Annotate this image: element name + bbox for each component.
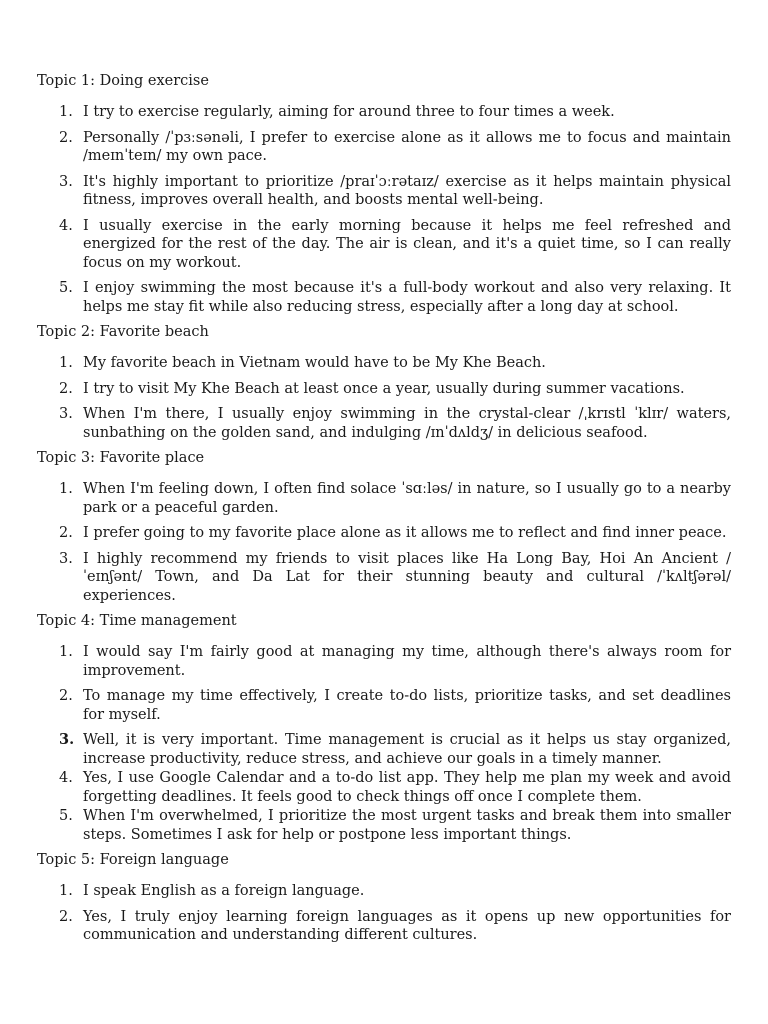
item-text: When I'm overwhelmed, I prioritize the most urgent tasks and break them into smaller steps. Sometimes I ask for help or postpone less important things.	[83, 808, 731, 843]
item-number: 2.	[59, 688, 73, 704]
answer-list	[37, 354, 731, 442]
topic-heading: Topic 5: Foreign language	[37, 852, 229, 868]
item-text: When I'm feeling down, I often find solace ˈsɑːləs/ in nature, so I usually go to a nearby park or a peaceful garden.	[83, 481, 731, 516]
list-item	[37, 173, 731, 210]
list-item	[37, 103, 731, 122]
item-number: 2.	[59, 380, 73, 397]
item-text: When I'm there, I usually enjoy swimming in the crystal-clear /ˌkrɪstl ˈklɪr/ waters, sunbathing on the golden sand, and indulging /ɪnˈdʌldʒ/ in delicious seafood.	[83, 406, 731, 441]
item-text: Yes, I use Google Calendar and a to-do list app. They help me plan my week and avoid forgetting deadlines. It feels good to check things off once I complete them.	[83, 770, 731, 805]
list-item	[37, 279, 731, 316]
item-number: 1.	[59, 644, 73, 660]
item-number: 1.	[59, 104, 73, 120]
item-text: Personally /ˈpɜːsənəli, I prefer to exercise alone as it allows me to focus and maintain /meɪnˈteɪn/ my own pace.	[83, 129, 731, 164]
item-number: 1.	[59, 481, 73, 497]
item-text: Well, it is very important. Time management is crucial as it helps us stay organized, increase productivity, reduce stress, and achieve our goals in a timely manner.	[83, 732, 731, 767]
item-number: 2.	[59, 525, 73, 541]
topic-section-3	[37, 449, 731, 605]
list-item	[37, 769, 731, 806]
topic-section-5	[37, 851, 731, 945]
item-text: I would say I'm fairly good at managing my time, although there's always room for improvement.	[83, 644, 731, 679]
topic-section-1	[37, 72, 731, 316]
list-item	[37, 731, 731, 768]
list-item	[37, 129, 731, 166]
answer-list	[37, 103, 731, 316]
topic-heading: Topic 4: Time management	[37, 613, 237, 629]
list-item	[37, 354, 731, 373]
item-number: 3.	[59, 550, 73, 567]
list-item	[37, 480, 731, 517]
item-number: 3.	[59, 173, 73, 190]
item-text: To manage my time effectively, I create to-do lists, prioritize tasks, and set deadlines for myself.	[83, 688, 731, 723]
list-item	[37, 908, 731, 945]
answer-list	[37, 480, 731, 605]
list-item	[37, 882, 731, 901]
answer-list	[37, 882, 731, 945]
list-item	[37, 550, 731, 606]
topic-heading: Topic 1: Doing exercise	[37, 73, 209, 89]
topic-heading: Topic 2: Favorite beach	[37, 324, 209, 340]
list-item	[37, 405, 731, 442]
item-text: I prefer going to my favorite place alone as it allows me to reflect and find inner peace.	[83, 525, 727, 541]
list-item	[37, 687, 731, 724]
item-number: 2.	[59, 908, 73, 925]
item-text: I speak English as a foreign language.	[83, 883, 365, 899]
answer-list	[37, 643, 731, 844]
item-number: 5.	[59, 808, 73, 824]
item-text: I try to exercise regularly, aiming for around three to four times a week.	[83, 104, 615, 120]
item-text: I enjoy swimming the most because it's a full-body workout and also very relaxing. It helps me stay fit while also reducing stress, especially after a long day at school.	[83, 280, 731, 315]
item-text: It's highly important to prioritize /praɪˈɔːrətaɪz/ exercise as it helps maintain physical fitness, improves overall health, and boosts mental well-being.	[83, 173, 731, 208]
list-item	[37, 643, 731, 680]
topic-section-2	[37, 323, 731, 442]
item-number: 2.	[59, 129, 73, 146]
item-number: 5.	[59, 280, 73, 296]
topic-section-4	[37, 612, 731, 844]
list-item	[37, 217, 731, 273]
item-number: 3.	[59, 731, 75, 748]
list-item	[37, 807, 731, 844]
list-item	[37, 380, 731, 399]
item-number: 1.	[59, 883, 73, 899]
item-text: My favorite beach in Vietnam would have to be My Khe Beach.	[83, 355, 546, 371]
topic-heading: Topic 3: Favorite place	[37, 450, 205, 466]
item-text: I usually exercise in the early morning because it helps me feel refreshed and energized for the rest of the day. The air is clean, and it's a quiet time, so I can really focus on my workout.	[83, 217, 731, 271]
item-number: 4.	[59, 217, 73, 234]
item-number: 4.	[59, 770, 73, 786]
list-item	[37, 524, 731, 543]
item-text: I try to visit My Khe Beach at least once a year, usually during summer vacations.	[83, 380, 685, 397]
item-number: 3.	[59, 406, 73, 422]
item-number: 1.	[59, 355, 73, 371]
item-text: I highly recommend my friends to visit places like Ha Long Bay, Hoi An Ancient /ˈeɪnʃənt/ Town, and Da Lat for their stunning beauty and cultural /ˈkʌltʃərəl/ experiences.	[83, 550, 731, 604]
item-text: Yes, I truly enjoy learning foreign languages as it opens up new opportunities for communication and understanding different cultures.	[83, 908, 731, 943]
